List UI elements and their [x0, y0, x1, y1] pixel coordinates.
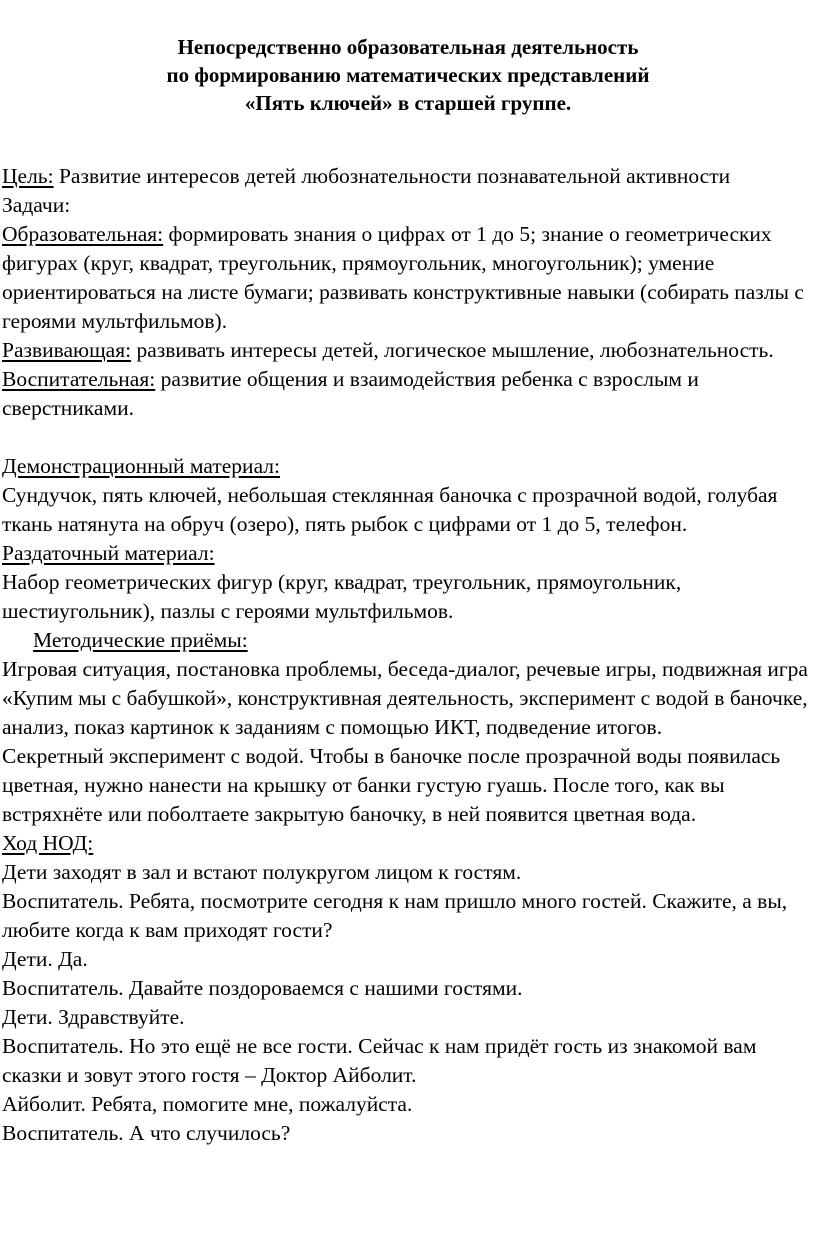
blank-line — [2, 423, 814, 452]
handout-material-text: Набор геометрических фигур (круг, квадрат, треугольник, прямоугольник, шестиугольник), пазлы с героями мультфильмов. — [2, 570, 682, 623]
methods-label: Методические приёмы: — [33, 628, 248, 652]
methods-text: Игровая ситуация, постановка проблемы, беседа-диалог, речевые игры, подвижная игра «Купим мы с бабушкой», конструктивная деятельность, эксперимент с водой в баночке, анализ, показ картинок к заданиям с помощью ИКТ, подведение итогов. — [2, 657, 808, 739]
tasks-heading: Задачи: — [2, 193, 71, 217]
demo-material-text: Сундучок, пять ключей, небольшая стеклянная баночка с прозрачной водой, голубая ткань натянута на обруч (озеро), пять рыбок с цифрами от 1 до 5, телефон. — [2, 483, 778, 536]
handout-material-label: Раздаточный материал: — [2, 541, 215, 565]
handout-material-heading — [2, 539, 814, 568]
experiment-text: Секретный эксперимент с водой. Чтобы в баночке после прозрачной воды появилась цветная, нужно нанести на крышку от банки густую гуашь. После того, как вы встряхнёте или поболтаете закрытую баночку, в ней появится цветная вода. — [2, 744, 781, 826]
task-label: Образовательная: — [2, 222, 164, 246]
task-upbringing — [2, 365, 814, 423]
dialogue-line: Дети. Да. — [2, 947, 88, 971]
methods-heading — [2, 626, 814, 655]
goal-label: Цель: — [2, 164, 54, 188]
course-heading — [2, 829, 814, 858]
task-text: развивать интересы детей, логическое мышление, любознательность. — [131, 338, 774, 362]
task-text: развитие общения и взаимодействия ребенка с взрослым и сверстниками. — [2, 367, 699, 420]
title-line-3: «Пять ключей» в старшей группе. — [244, 91, 572, 115]
dialogue-line: Воспитатель. Но это ещё не все гости. Сейчас к нам придёт гость из знакомой вам сказки и зовут этого гостя – Доктор Айболит. — [2, 1034, 757, 1087]
task-educational — [2, 220, 814, 336]
course-label: Ход НОД: — [2, 831, 94, 855]
document-title — [0, 33, 816, 117]
dialogue-line: Воспитатель. Ребята, посмотрите сегодня к нам пришло много гостей. Скажите, а вы, любите когда к вам приходят гости? — [2, 889, 788, 942]
task-label: Воспитательная: — [2, 367, 156, 391]
task-text: формировать знания о цифрах от 1 до 5; знание о геометрических фигурах (круг, квадрат, треугольник, прямоугольник, многоугольник); умение ориентироваться на листе бумаги; развивать конструктивные навыки (собирать пазлы с героями мультфильмов). — [2, 222, 804, 333]
demo-material-label: Демонстрационный материал: — [2, 454, 280, 478]
dialogue-line: Воспитатель. А что случилось? — [2, 1121, 291, 1145]
dialogue-line: Воспитатель. Давайте поздороваемся с нашими гостями. — [2, 976, 523, 1000]
title-line-2: по формированию математических представлений — [166, 63, 650, 87]
document-body — [2, 162, 814, 1148]
title-line-1: Непосредственно образовательная деятельность — [177, 35, 639, 59]
demo-material-heading — [2, 452, 814, 481]
goal-text: Развитие интересов детей любознательности познавательной активности — [53, 164, 731, 188]
dialogue-line: Дети. Здравствуйте. — [2, 1005, 185, 1029]
task-developing — [2, 336, 814, 365]
goal-paragraph — [2, 162, 814, 191]
task-label: Развивающая: — [2, 338, 132, 362]
dialogue-line: Айболит. Ребята, помогите мне, пожалуйста. — [2, 1092, 413, 1116]
dialogue-line: Дети заходят в зал и встают полукругом лицом к гостям. — [2, 860, 522, 884]
